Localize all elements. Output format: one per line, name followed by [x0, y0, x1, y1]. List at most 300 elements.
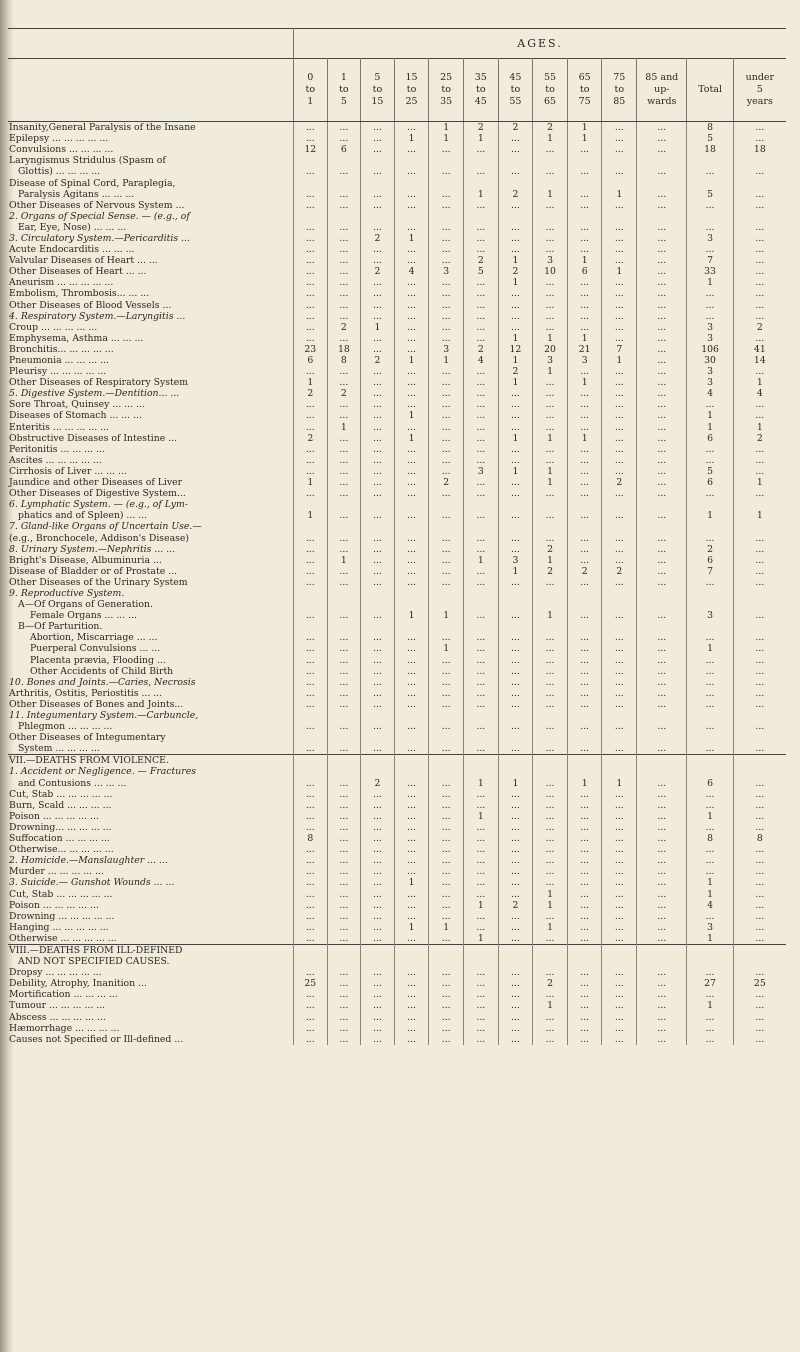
table-cell: ...: [294, 544, 328, 555]
table-row: [8, 244, 786, 255]
row-label: Other Diseases of Nervous System ...: [9, 199, 185, 211]
age-column-header: 45 to 55: [498, 59, 533, 122]
table-cell: 1: [294, 510, 328, 521]
table-cell: ...: [327, 811, 361, 822]
table-cell: ...: [637, 444, 687, 455]
table-cell: ...: [429, 466, 464, 477]
table-cell: ...: [394, 244, 429, 255]
table-cell: ...: [327, 477, 361, 488]
table-cell: 6: [327, 144, 361, 155]
table-cell: ...: [294, 967, 328, 978]
table-cell: [602, 155, 637, 166]
table-cell: [567, 755, 602, 767]
table-cell: ...: [733, 1012, 786, 1023]
table-row: [8, 333, 786, 344]
table-cell: 1: [687, 888, 733, 899]
table-cell: ...: [637, 877, 687, 888]
table-cell: 3: [567, 355, 602, 366]
table-cell: ...: [498, 800, 533, 811]
table-cell: ...: [429, 510, 464, 521]
table-cell: ...: [327, 333, 361, 344]
table-row: [8, 155, 786, 166]
table-cell: 1: [567, 778, 602, 789]
mortality-table: [8, 28, 786, 1045]
table-cell: ...: [429, 632, 464, 643]
table-cell: ...: [327, 800, 361, 811]
table-cell: ...: [294, 989, 328, 1000]
row-label: Burn, Scald ... ... ... ...: [9, 799, 112, 811]
table-cell: ...: [533, 222, 568, 233]
table-cell: [687, 588, 733, 599]
table-cell: ...: [429, 200, 464, 211]
table-cell: ...: [687, 655, 733, 666]
table-cell: ...: [637, 721, 687, 732]
table-cell: ...: [429, 833, 464, 844]
table-cell: ...: [533, 288, 568, 299]
table-cell: ...: [429, 666, 464, 677]
table-cell: ...: [294, 266, 328, 277]
table-cell: ...: [327, 300, 361, 311]
table-cell: 7: [602, 344, 637, 355]
table-cell: ...: [429, 789, 464, 800]
table-cell: ...: [294, 888, 328, 899]
table-cell: ...: [602, 655, 637, 666]
age-column-header: 0 to 1: [294, 59, 328, 122]
table-cell: 1: [533, 900, 568, 911]
table-cell: 12: [294, 144, 328, 155]
table-cell: [533, 621, 568, 632]
table-cell: ...: [498, 911, 533, 922]
table-cell: [498, 755, 533, 767]
table-cell: ...: [429, 366, 464, 377]
table-cell: ...: [567, 532, 602, 543]
table-cell: ...: [733, 266, 786, 277]
table-cell: 1: [567, 133, 602, 144]
table-cell: ...: [567, 888, 602, 899]
table-cell: 2: [602, 477, 637, 488]
table-cell: ...: [327, 189, 361, 200]
table-cell: [361, 177, 395, 188]
row-label: 9. Reproductive System.: [9, 587, 125, 599]
table-cell: ...: [637, 133, 687, 144]
table-cell: ...: [294, 488, 328, 499]
table-cell: ...: [429, 911, 464, 922]
row-label: A—Of Organs of Generation.: [18, 599, 153, 611]
table-cell: 2: [361, 778, 395, 789]
table-cell: 5: [687, 466, 733, 477]
table-cell: ...: [429, 388, 464, 399]
table-cell: [733, 599, 786, 610]
table-cell: ...: [498, 967, 533, 978]
table-cell: [533, 944, 568, 956]
table-row: [8, 189, 786, 200]
table-cell: ...: [567, 643, 602, 654]
table-cell: 18: [733, 144, 786, 155]
table-cell: ...: [533, 967, 568, 978]
table-cell: ...: [361, 978, 395, 989]
table-cell: ...: [567, 666, 602, 677]
table-cell: ...: [294, 811, 328, 822]
table-cell: ...: [567, 477, 602, 488]
table-cell: ...: [498, 699, 533, 710]
table-cell: 3: [533, 255, 568, 266]
table-cell: ...: [394, 200, 429, 211]
table-cell: ...: [602, 510, 637, 521]
table-cell: [327, 956, 361, 967]
table-cell: ...: [394, 144, 429, 155]
table-cell: ...: [498, 632, 533, 643]
table-cell: ...: [567, 822, 602, 833]
table-cell: ...: [533, 1034, 568, 1045]
table-cell: ...: [567, 989, 602, 1000]
table-cell: ...: [733, 666, 786, 677]
table-cell: ...: [394, 488, 429, 499]
table-cell: 1: [567, 122, 602, 134]
table-row: [8, 978, 786, 989]
table-cell: [429, 177, 464, 188]
table-cell: ...: [733, 399, 786, 410]
row-label: Diseases of Stomach ... ... ...: [9, 410, 142, 422]
table-cell: ...: [327, 399, 361, 410]
table-cell: [327, 499, 361, 510]
row-label: Other Diseases of Blood Vessels ...: [9, 299, 172, 311]
table-cell: ...: [463, 410, 498, 421]
table-cell: 2: [361, 233, 395, 244]
table-cell: ...: [361, 277, 395, 288]
table-cell: ...: [394, 366, 429, 377]
table-cell: ...: [394, 655, 429, 666]
table-cell: ...: [361, 544, 395, 555]
table-cell: ...: [394, 688, 429, 699]
table-cell: ...: [294, 666, 328, 677]
table-cell: ...: [498, 410, 533, 421]
table-cell: ...: [498, 655, 533, 666]
table-cell: ...: [567, 855, 602, 866]
table-cell: ...: [394, 544, 429, 555]
table-cell: ...: [637, 122, 687, 134]
table-cell: ...: [294, 444, 328, 455]
row-label: Hanging ... ... ... ... ...: [9, 921, 109, 933]
table-cell: [327, 755, 361, 767]
table-cell: ...: [361, 877, 395, 888]
table-cell: ...: [733, 844, 786, 855]
table-cell: ...: [602, 632, 637, 643]
table-cell: ...: [394, 743, 429, 755]
table-cell: ...: [294, 233, 328, 244]
table-cell: ...: [394, 666, 429, 677]
table-cell: ...: [687, 166, 733, 177]
row-label: B—Of Parturition.: [18, 621, 103, 633]
table-cell: ...: [637, 666, 687, 677]
table-cell: 1: [463, 778, 498, 789]
table-cell: ...: [602, 789, 637, 800]
table-cell: 1: [429, 133, 464, 144]
table-cell: [733, 588, 786, 599]
table-cell: 1: [533, 555, 568, 566]
table-cell: ...: [463, 455, 498, 466]
table-cell: [361, 499, 395, 510]
table-cell: 1: [567, 333, 602, 344]
table-cell: ...: [637, 566, 687, 577]
table-cell: 2: [533, 122, 568, 134]
table-cell: [637, 499, 687, 510]
table-cell: 3: [687, 233, 733, 244]
table-cell: ...: [429, 721, 464, 732]
table-cell: ...: [327, 632, 361, 643]
table-cell: ...: [567, 610, 602, 621]
table-cell: 1: [602, 189, 637, 200]
row-label: Croup ... ... ... ... ...: [9, 321, 98, 333]
table-cell: ...: [394, 866, 429, 877]
table-cell: ...: [361, 122, 395, 134]
row-label: Poison ... ... ... ... ...: [9, 899, 99, 911]
age-column-header: 5 to 15: [361, 59, 395, 122]
table-cell: [327, 599, 361, 610]
table-cell: ...: [733, 277, 786, 288]
table-cell: ...: [294, 555, 328, 566]
table-cell: ...: [394, 699, 429, 710]
table-cell: ...: [327, 844, 361, 855]
table-cell: [327, 177, 361, 188]
table-cell: ...: [361, 610, 395, 621]
table-row: [8, 399, 786, 410]
table-cell: [602, 211, 637, 222]
table-cell: ...: [463, 978, 498, 989]
table-cell: ...: [361, 577, 395, 588]
table-cell: ...: [567, 544, 602, 555]
table-cell: ...: [463, 1034, 498, 1045]
table-cell: ...: [463, 967, 498, 978]
row-label: Peritonitis ... ... ... ...: [9, 443, 105, 455]
table-cell: 1: [733, 377, 786, 388]
table-cell: [294, 521, 328, 532]
table-cell: ...: [361, 643, 395, 654]
table-cell: ...: [533, 410, 568, 421]
table-cell: ...: [602, 743, 637, 755]
table-cell: 4: [687, 388, 733, 399]
row-label: Placenta prævia, Flooding ...: [30, 654, 166, 666]
table-cell: 1: [498, 566, 533, 577]
table-cell: ...: [394, 122, 429, 134]
table-cell: ...: [533, 233, 568, 244]
table-cell: ...: [567, 677, 602, 688]
table-cell: 2: [533, 566, 568, 577]
table-cell: ...: [294, 655, 328, 666]
table-cell: ...: [533, 488, 568, 499]
table-cell: ...: [498, 978, 533, 989]
table-cell: ...: [733, 855, 786, 866]
table-cell: [394, 521, 429, 532]
table-cell: ...: [327, 933, 361, 945]
table-cell: 1: [498, 333, 533, 344]
table-row: [8, 422, 786, 433]
age-column-header: 1 to 5: [327, 59, 361, 122]
table-cell: ...: [463, 866, 498, 877]
row-label: Other Diseases of the Urinary System: [9, 576, 188, 588]
age-column-header: 15 to 25: [394, 59, 429, 122]
table-cell: ...: [429, 377, 464, 388]
table-cell: ...: [463, 544, 498, 555]
table-cell: ...: [394, 855, 429, 866]
table-cell: 2: [463, 255, 498, 266]
table-cell: [733, 766, 786, 777]
table-row: [8, 233, 786, 244]
table-cell: ...: [463, 800, 498, 811]
table-cell: 2: [533, 544, 568, 555]
table-cell: ...: [429, 566, 464, 577]
table-cell: ...: [533, 144, 568, 155]
row-label: Disease of Spinal Cord, Paraplegia,: [9, 177, 176, 189]
table-cell: [533, 588, 568, 599]
table-cell: ...: [463, 888, 498, 899]
table-cell: ...: [361, 399, 395, 410]
table-cell: ...: [463, 200, 498, 211]
table-cell: ...: [327, 911, 361, 922]
table-cell: ...: [567, 577, 602, 588]
table-cell: [533, 499, 568, 510]
table-cell: ...: [429, 444, 464, 455]
table-cell: ...: [394, 399, 429, 410]
table-cell: ...: [637, 355, 687, 366]
table-row: [8, 377, 786, 388]
table-cell: ...: [327, 978, 361, 989]
table-cell: ...: [637, 888, 687, 899]
table-cell: [687, 956, 733, 967]
table-cell: ...: [394, 888, 429, 899]
table-cell: 2: [733, 322, 786, 333]
table-cell: 27: [687, 978, 733, 989]
table-cell: ...: [733, 532, 786, 543]
row-label: Abscess ... ... ... ... ...: [9, 1011, 106, 1023]
table-cell: ...: [733, 244, 786, 255]
table-cell: ...: [429, 300, 464, 311]
table-cell: ...: [687, 967, 733, 978]
table-cell: ...: [361, 466, 395, 477]
table-cell: ...: [733, 311, 786, 322]
table-cell: ...: [637, 466, 687, 477]
table-cell: 3: [429, 266, 464, 277]
table-cell: ...: [463, 855, 498, 866]
table-cell: ...: [602, 311, 637, 322]
row-label: Jaundice and other Diseases of Liver: [9, 477, 183, 489]
table-cell: [361, 621, 395, 632]
table-row: [8, 255, 786, 266]
table-cell: ...: [463, 444, 498, 455]
table-cell: ...: [733, 911, 786, 922]
table-cell: ...: [533, 200, 568, 211]
table-cell: 21: [567, 344, 602, 355]
table-row: [8, 778, 786, 789]
table-cell: ...: [361, 410, 395, 421]
table-cell: ...: [733, 888, 786, 899]
table-cell: ...: [394, 933, 429, 945]
table-cell: ...: [361, 566, 395, 577]
table-cell: [463, 621, 498, 632]
table-cell: ...: [637, 388, 687, 399]
table-cell: ...: [463, 422, 498, 433]
table-cell: [429, 732, 464, 743]
table-cell: [533, 521, 568, 532]
table-cell: [463, 599, 498, 610]
table-cell: ...: [327, 888, 361, 899]
table-cell: ...: [637, 655, 687, 666]
table-cell: ...: [567, 189, 602, 200]
table-cell: ...: [602, 555, 637, 566]
table-cell: ...: [327, 122, 361, 134]
table-cell: ...: [394, 477, 429, 488]
table-cell: 8: [687, 833, 733, 844]
table-cell: ...: [294, 922, 328, 933]
table-cell: ...: [533, 699, 568, 710]
table-cell: ...: [567, 510, 602, 521]
table-cell: ...: [567, 688, 602, 699]
table-cell: ...: [733, 566, 786, 577]
table-cell: ...: [687, 444, 733, 455]
table-cell: [361, 599, 395, 610]
table-cell: ...: [294, 743, 328, 755]
row-label: Obstructive Diseases of Intestine ...: [9, 432, 178, 444]
table-cell: ...: [533, 455, 568, 466]
table-cell: [463, 956, 498, 967]
table-row: [8, 288, 786, 299]
table-cell: ...: [327, 377, 361, 388]
table-cell: [687, 755, 733, 767]
table-cell: 1: [429, 355, 464, 366]
row-label: Valvular Diseases of Heart ... ...: [9, 255, 158, 267]
table-cell: ...: [463, 1012, 498, 1023]
table-cell: [733, 944, 786, 956]
table-cell: [637, 599, 687, 610]
table-cell: ...: [429, 900, 464, 911]
table-row: [8, 822, 786, 833]
table-cell: ...: [637, 967, 687, 978]
table-cell: 6: [687, 477, 733, 488]
table-cell: ...: [361, 677, 395, 688]
table-cell: ...: [394, 222, 429, 233]
table-cell: ...: [567, 555, 602, 566]
table-cell: ...: [602, 989, 637, 1000]
table-cell: ...: [533, 322, 568, 333]
table-cell: 2: [733, 433, 786, 444]
table-cell: [429, 710, 464, 721]
table-cell: 5: [463, 266, 498, 277]
table-cell: ...: [429, 222, 464, 233]
table-cell: ...: [361, 1012, 395, 1023]
table-cell: ...: [687, 743, 733, 755]
table-row: [8, 721, 786, 732]
table-cell: 6: [687, 433, 733, 444]
table-row: [8, 122, 786, 134]
table-row: [8, 211, 786, 222]
table-cell: [463, 177, 498, 188]
table-cell: ...: [637, 399, 687, 410]
table-cell: ...: [567, 455, 602, 466]
table-cell: [533, 155, 568, 166]
table-cell: 1: [327, 555, 361, 566]
table-cell: ...: [294, 189, 328, 200]
row-label: Glottis) ... ... ... ...: [18, 166, 101, 178]
table-cell: ...: [637, 333, 687, 344]
table-row: [8, 1000, 786, 1011]
table-cell: ...: [498, 844, 533, 855]
table-cell: ...: [498, 322, 533, 333]
age-column-header: 65 to 75: [567, 59, 602, 122]
table-cell: ...: [733, 900, 786, 911]
table-cell: 1: [533, 133, 568, 144]
table-cell: ...: [733, 366, 786, 377]
table-cell: ...: [327, 666, 361, 677]
table-cell: [733, 177, 786, 188]
